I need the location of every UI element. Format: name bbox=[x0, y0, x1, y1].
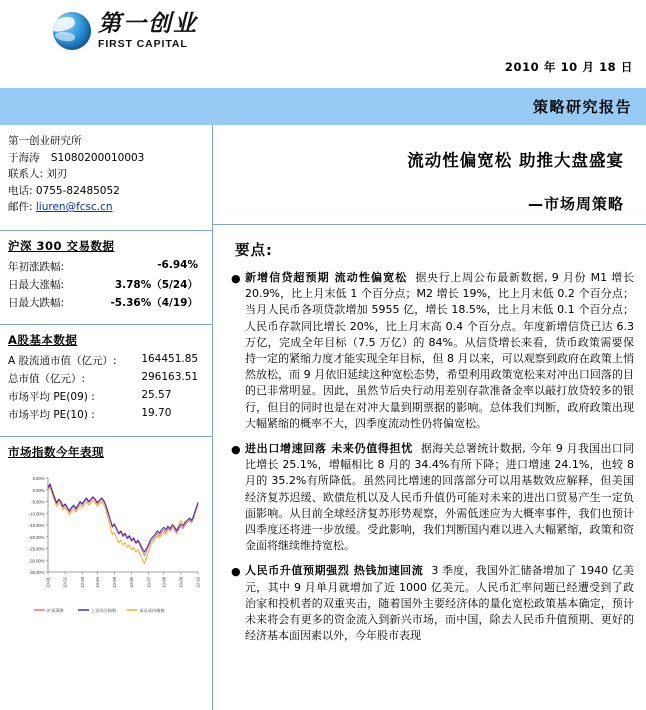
row-value: 3.78%（5/24） bbox=[114, 279, 198, 291]
svg-text:-25.00%: -25.00% bbox=[28, 546, 45, 551]
main-content bbox=[213, 125, 646, 710]
logo-english-name: FIRST CAPITAL bbox=[98, 37, 188, 50]
svg-text:-20.00%: -20.00% bbox=[28, 534, 45, 540]
logo-chinese-name: 第一创业 bbox=[98, 10, 198, 37]
svg-text:5.00%: 5.00% bbox=[32, 475, 45, 481]
institute-name: 第一创业研究所 bbox=[8, 135, 82, 147]
bullet-icon: ● bbox=[231, 443, 241, 457]
bullet-text: 据海关总署统计数据, 今年 9 月我国出口同比增长 25.1%，增幅相比 8 月的 34.4%有所下降；进口增速 24.1%，也较 8 月的 35.2%有所降低。虽然同比增速的回落部分可以用基数效应解释，但美国经济复苏迟缓、欧债危机以及人民币升值仍可能对未来的进出口贸易产生一定负面影响。从目前全球经济复苏形势观察，外需低迷应为大概率事件，我们也预计四季度还将进一步放缓。受此影响，我们判断国内难以进入大幅紧缩，政策和资金面将继续维持宽松。 bbox=[245, 442, 634, 553]
table-row bbox=[0, 352, 212, 370]
svg-text:0.00%: 0.00% bbox=[32, 487, 45, 493]
email-link[interactable]: liuren@fcsc.cn bbox=[35, 201, 113, 213]
contact-person: 联系人: 刘刃 bbox=[8, 168, 68, 180]
svg-text:10-03: 10-03 bbox=[79, 576, 85, 588]
svg-text:10-07: 10-07 bbox=[146, 576, 152, 588]
bullet-icon: ● bbox=[231, 565, 241, 579]
svg-text:-35.00%: -35.00% bbox=[28, 569, 45, 575]
bullet-heading: 新增信贷超预期 流动性偏宽松 bbox=[245, 271, 408, 284]
bullet-text: 据央行上周公布最新数据, 9 月份 M1 增长 20.9%，比上月末低 1 个百分点；M2 增长 19%，比上月末低 0.2 个百分点；当月人民币各项贷款增加 5955 亿，增长 18.5%，比上月末低 0.1 个百分点；人民币存款同比增长 20%，比上月末高 0.4 个百分点。年度新增信贷已达 6.3 万亿，完成全年目标（7.5 万亿）的 84%。从信贷增长来看，货币政策需要保持一定的紧缩力度才能实现全年目标，但 8 月以来，可以观察到政府在政策上悄然放松，而 9 月依旧延续这种宽松态势，希望利用政策宽松来对冲出口回落的目的已非常明显。因此，虽然节后央行动用差别存款准备金率以敲打放贷较多的银行，但目的同时也是在对冲大量到期票据的影响。总体我们判断，政府政策出现大幅紧缩的概率不大，四季度流动性仍将偏宽松。 bbox=[245, 271, 634, 430]
svg-text:深证成份指数: 深证成份指数 bbox=[139, 607, 165, 613]
phone-label: 电话: bbox=[8, 184, 33, 197]
report-date: 2010 年 10 月 18 日 bbox=[504, 60, 633, 74]
row-value: 296163.51 bbox=[141, 371, 199, 383]
svg-text:10-04: 10-04 bbox=[94, 576, 100, 588]
key-points-heading: 要点: bbox=[235, 243, 273, 259]
row-label: 日最大涨幅: bbox=[8, 279, 65, 291]
svg-text:10-06: 10-06 bbox=[129, 576, 135, 588]
report-type-label: 策略研究报告 bbox=[532, 98, 632, 116]
table-row bbox=[0, 388, 212, 406]
bullet-body bbox=[245, 563, 634, 644]
svg-text:10-02: 10-02 bbox=[62, 576, 68, 588]
row-label: 日最大跌幅: bbox=[8, 297, 65, 309]
svg-text:10-05: 10-05 bbox=[112, 576, 118, 588]
bullet-heading: 人民币升值预期强烈 热钱加速回流 bbox=[245, 564, 424, 578]
list-item bbox=[231, 563, 634, 644]
market-index-chart-svg bbox=[12, 470, 204, 618]
hs300-section-title: 沪深 300 交易数据 bbox=[8, 238, 115, 253]
row-value: 25.57 bbox=[141, 389, 172, 401]
contact-block bbox=[0, 125, 212, 216]
row-label: 市场平均 PE(09) : bbox=[8, 391, 95, 403]
svg-text:上证综合指数: 上证综合指数 bbox=[91, 607, 117, 613]
bullet-body bbox=[245, 441, 634, 554]
bullet-body bbox=[245, 270, 634, 432]
table-row bbox=[0, 294, 212, 312]
email-label: 邮件: bbox=[8, 201, 33, 213]
svg-text:-10.00%: -10.00% bbox=[28, 510, 45, 516]
row-label: 年初涨跌幅: bbox=[8, 261, 65, 273]
row-value: -5.36%（4/19） bbox=[110, 297, 198, 309]
svg-text:-15.00%: -15.00% bbox=[28, 522, 45, 528]
page-title: 流动性偏宽松 助推大盘盛宴 bbox=[407, 151, 624, 170]
ashare-table bbox=[0, 352, 212, 424]
chart-section-title: 市场指数今年表现 bbox=[8, 444, 104, 459]
svg-text:10-01: 10-01 bbox=[45, 576, 51, 588]
svg-text:-5.00%: -5.00% bbox=[31, 499, 45, 504]
svg-text:10-10: 10-10 bbox=[195, 576, 201, 588]
row-label: A 股流通市值（亿元）: bbox=[8, 355, 117, 367]
table-row bbox=[0, 258, 212, 276]
sidebar bbox=[0, 125, 213, 710]
row-label: 总市值（亿元）: bbox=[8, 373, 86, 385]
row-value: 164451.85 bbox=[141, 353, 199, 365]
company-logo bbox=[53, 12, 198, 50]
svg-text:10-08: 10-08 bbox=[161, 576, 167, 588]
page-body bbox=[0, 125, 646, 710]
analyst-name: 于海涛 bbox=[8, 151, 40, 164]
hs300-table bbox=[0, 258, 212, 312]
report-type-band bbox=[0, 88, 646, 125]
bullet-text: 3 季度，我国外汇储备增加了 1940 亿美元，其中 9 月单月就增加了近 1000 亿美元。人民币汇率问题已经遭受到了政治家和投机者的双重夹击，随着国外主要经济体的量化宽松政策基本确定，预计未来将会有更多的资金流入到新兴市场，而中国，除去人民币升值预期、更好的经济基本面因素以外，今年股市表现 bbox=[245, 564, 634, 643]
main-divider bbox=[213, 224, 646, 225]
table-row bbox=[0, 406, 212, 424]
page-header bbox=[0, 0, 646, 88]
title-area bbox=[231, 147, 634, 214]
list-item bbox=[231, 270, 634, 432]
bullet-icon: ● bbox=[231, 272, 241, 285]
globe-icon bbox=[53, 12, 91, 50]
bullet-heading: 进出口增速回落 未来仍值得担忧 bbox=[245, 442, 413, 456]
table-row bbox=[0, 276, 212, 294]
analyst-line bbox=[8, 150, 212, 167]
market-index-chart bbox=[12, 470, 204, 618]
analyst-license-id: S1080200010003 bbox=[50, 151, 145, 164]
email-line bbox=[8, 199, 212, 216]
row-label: 市场平均 PE(10) : bbox=[8, 409, 95, 421]
page-subtitle: —市场周策略 bbox=[527, 195, 624, 213]
svg-text:10-09: 10-09 bbox=[178, 576, 184, 588]
row-value: -6.94% bbox=[157, 259, 198, 271]
logo-text bbox=[98, 10, 198, 50]
svg-text:-30.00%: -30.00% bbox=[28, 557, 45, 563]
ashare-section-title: A股基本数据 bbox=[8, 332, 78, 347]
svg-text:沪深300: 沪深300 bbox=[47, 607, 64, 613]
row-value: 19.70 bbox=[141, 407, 172, 419]
phone-value: 0755-82485052 bbox=[35, 184, 120, 197]
list-item bbox=[231, 441, 634, 554]
table-row bbox=[0, 370, 212, 388]
phone-line bbox=[8, 183, 212, 200]
